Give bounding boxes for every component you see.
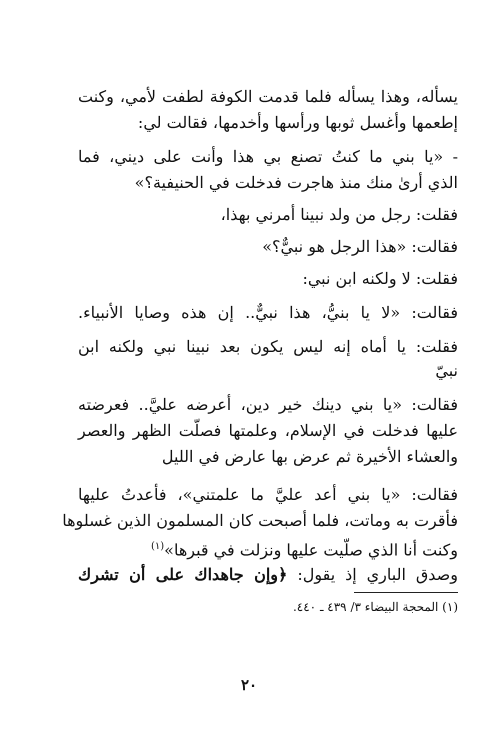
body-line-4: الذي أرىٰ منك منذ هاجرت فدخلت في الحنيفية؟» bbox=[134, 173, 458, 192]
dialogue-line-7: فقالت: «يا بني دينك خير دين، أعرضه عليَّ.. فعرضته bbox=[78, 395, 458, 414]
quran-quote-line bbox=[78, 564, 458, 586]
dialogue-line-5: فقلت: يا أماه إنه ليس يكون بعد نبينا نبي ولكنه ابن bbox=[78, 337, 458, 356]
dialogue-line-8: عليها فدخلت في الإسلام، وعلمتها فصلّت الظهر والعصر bbox=[78, 421, 458, 440]
dialogue-line-11: فأقرت به وماتت، فلما أصبحت كان المسلمون الذين غسلوها bbox=[62, 511, 458, 530]
body-line-1: يسأله، وهذا يسأله فلما قدمت الكوفة لطفت لأمي، وكنت bbox=[78, 87, 458, 106]
page-number: ٢٠ bbox=[240, 676, 258, 694]
dialogue-line-12 bbox=[78, 536, 458, 561]
footnote-text: (١) المحجة البيضاء ٣/ ٤٣٩ ـ ٤٤٠. bbox=[292, 600, 458, 614]
body-line-2: إطعمها وأغسل ثوبها ورأسها وأخدمها، فقالت لي: bbox=[137, 113, 458, 132]
body-line-3: - «يا بني ما كنتُ تصنع بي هذا وأنت على ديني، فما bbox=[78, 147, 459, 166]
footnote-rule bbox=[354, 592, 458, 593]
dialogue-line-6: نبيّ bbox=[435, 361, 458, 380]
dialogue-line-10: فقالت: «يا بني أعد عليَّ ما علمتني»، فأعدتُ عليها bbox=[78, 485, 458, 504]
dialogue-line-9: والعشاء الأخيرة ثم عرض بها عارض في الليل bbox=[161, 447, 458, 466]
dialogue-line-4: فقالت: «لا يا بنيُّ، هذا نبيٌّ.. إن هذه وصايا الأنبياء. bbox=[78, 303, 458, 322]
quran-verse: ﴿وإن جاهداك على أن تشرك bbox=[78, 565, 288, 584]
footnote-marker: (١) bbox=[150, 541, 165, 552]
dialogue-line-3: فقلت: لا ولكنه ابن نبي: bbox=[302, 269, 458, 288]
dialogue-line-1: فقلت: رجل من ولد نبينا أمرني بهذا، bbox=[220, 205, 458, 224]
dialogue-line-2: فقالت: «هذا الرجل هو نبيٌّ؟» bbox=[262, 237, 458, 256]
quote-intro: وصدق الباري إذ يقول: bbox=[297, 565, 458, 584]
dialogue-line-12-text: وكنت أنا الذي صلّيت عليها ونزلت في قبرها» bbox=[164, 540, 458, 560]
